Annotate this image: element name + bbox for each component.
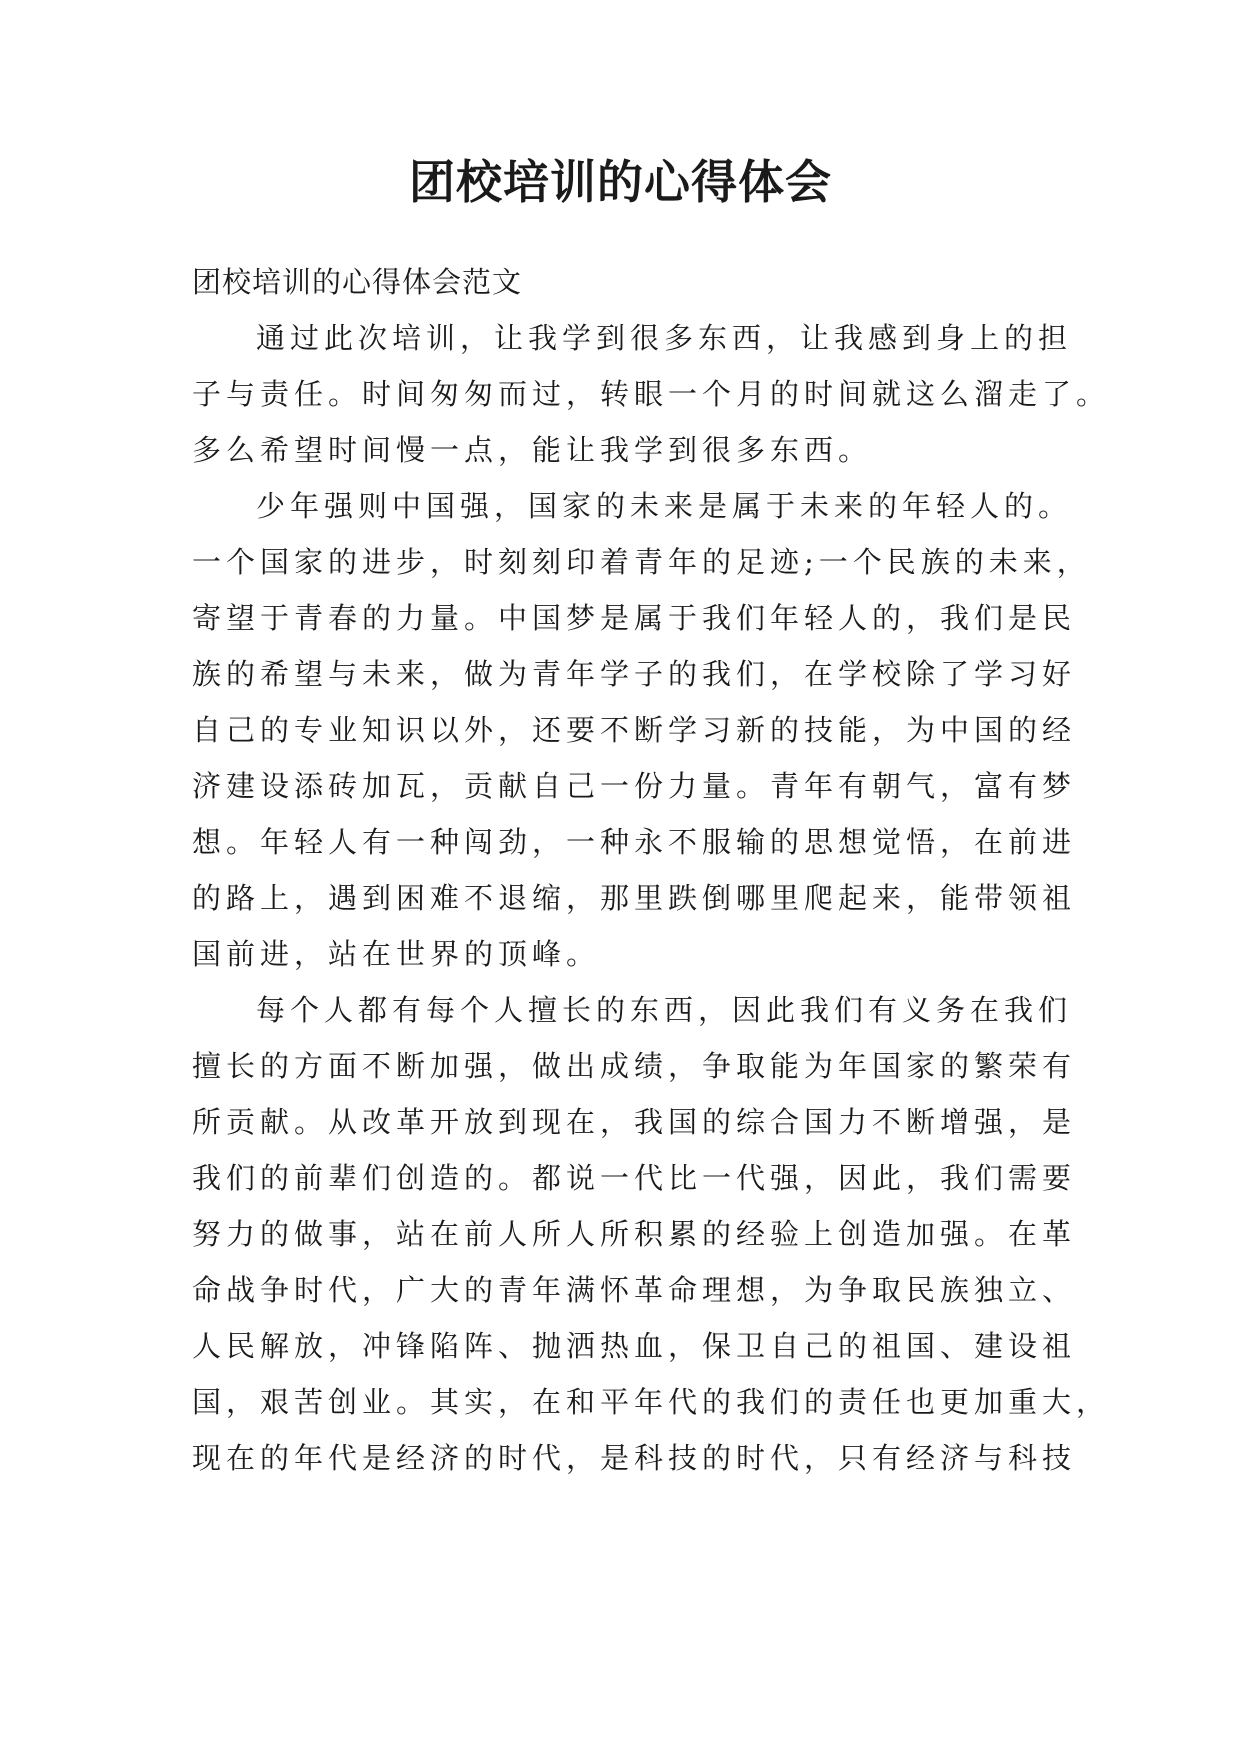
text-line: 我们的前辈们创造的。都说一代比一代强，因此，我们需要 [192, 1161, 1077, 1195]
text-line: 多么希望时间慢一点，能让我学到很多东西。 [192, 433, 873, 467]
text-line: 寄望于青春的力量。中国梦是属于我们年轻人的，我们是民 [192, 601, 1077, 635]
document-title: 团校培训的心得体会 [409, 155, 832, 209]
text-line: 族的希望与未来，做为青年学子的我们，在学校除了学习好 [192, 657, 1077, 691]
text-line: 自己的专业知识以外，还要不断学习新的技能，为中国的经 [192, 713, 1077, 747]
text-line: 每个人都有每个人擅长的东西，因此我们有义务在我们 [256, 993, 1073, 1027]
text-line: 一个国家的进步，时刻刻印着青年的足迹;一个民族的未来， [192, 545, 1091, 579]
text-line: 的路上，遇到困难不退缩，那里跌倒哪里爬起来，能带领祖 [192, 881, 1077, 915]
text-line: 想。年轻人有一种闯劲，一种永不服输的思想觉悟，在前进 [192, 825, 1077, 859]
text-line: 济建设添砖加瓦，贡献自己一份力量。青年有朝气，富有梦 [192, 769, 1077, 803]
text-line: 命战争时代，广大的青年满怀革命理想，为争取民族独立、 [192, 1273, 1077, 1307]
text-line: 所贡献。从改革开放到现在，我国的综合国力不断增强，是 [192, 1105, 1077, 1139]
text-line: 少年强则中国强，国家的未来是属于未来的年轻人的。 [256, 489, 1073, 523]
text-line: 通过此次培训，让我学到很多东西，让我感到身上的担 [256, 321, 1073, 355]
text-line: 擅长的方面不断加强，做出成绩，争取能为年国家的繁荣有 [192, 1049, 1077, 1083]
text-line: 人民解放，冲锋陷阵、抛洒热血，保卫自己的祖国、建设祖 [192, 1329, 1077, 1363]
document-subtitle: 团校培训的心得体会范文 [192, 265, 523, 299]
text-line: 现在的年代是经济的时代，是科技的时代，只有经济与科技 [192, 1441, 1077, 1475]
text-line: 国，艰苦创业。其实，在和平年代的我们的责任也更加重大， [192, 1385, 1111, 1419]
text-line: 国前进，站在世界的顶峰。 [192, 937, 601, 971]
text-line: 努力的做事，站在前人所人所积累的经验上创造加强。在革 [192, 1217, 1077, 1251]
text-line: 子与责任。时间匆匆而过，转眼一个月的时间就这么溜走了。 [192, 377, 1111, 411]
